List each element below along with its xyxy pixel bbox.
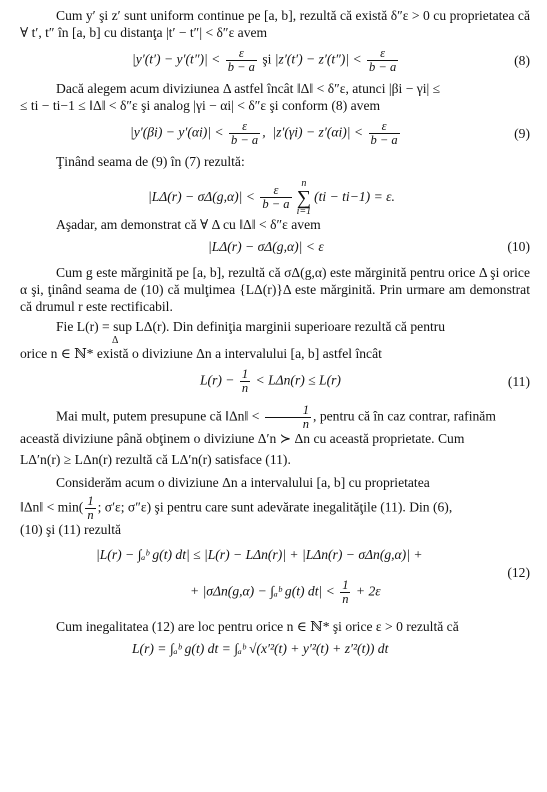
- paragraph-consider: Considerăm acum o diviziune Δn a intervalului [a, b] cu proprietatea: [56, 474, 430, 490]
- fraction: $\frac{\varepsilon}{b - a}$: [370, 119, 398, 148]
- eq10-expr: |LΔ(r) − σΔ(g,α)| < ε: [208, 239, 324, 255]
- paragraph-uniform-continuity: Cum y′ şi z′ sunt uniform continue pe [a, b], rezultă că există δ″ε > 0 cu proprietatea că ∀ t′, t″ în [a, b] cu distanţa |t′ − t″| < δ″ε avem: [20, 8, 530, 40]
- eq-final-expr: L(r) = ∫ₐᵇ g(t) dt = ∫ₐᵇ √(x′²(t) + y′²(t) + z′²(t)) dt: [132, 641, 389, 657]
- eq-sum-left: |LΔ(r) − σΔ(g,α)| <: [148, 189, 259, 205]
- paragraph-division-cont: ≤ ti − ti−1 ≤ ‖Δ‖ < δ″ε şi analog |γi − αi| < δ″ε şi conform (8) avem: [20, 97, 381, 113]
- eq11-left: L(r) −: [200, 372, 238, 388]
- eq8-left: |y′(t′) − y′(t″)| <: [132, 51, 224, 67]
- equation-number-9: (9): [514, 126, 530, 142]
- paragraph-sup-cont: orice n ∈ ℕ* există o diviziune Δn a intervalului [a, b] astfel încât: [20, 345, 382, 361]
- eq-sum-right: (ti − ti−1) = ε.: [314, 189, 395, 205]
- fraction: $\frac{1}{n}$: [241, 367, 249, 396]
- eq9-left: |y′(βi) − y′(αi)| <: [130, 124, 227, 140]
- eq9-right: |z′(γi) − z′(αi)| <: [272, 124, 367, 140]
- fraction: $\frac{\varepsilon}{b - a}$: [262, 183, 290, 212]
- fraction: $\frac{1}{n}$: [342, 577, 349, 606]
- equation-number-12: (12): [507, 564, 530, 580]
- eq12-line2: + |σΔn(g,α) − ∫ₐᵇ g(t) dt| <: [190, 583, 339, 599]
- paragraph-demonstrated: Aşadar, am demonstrat că ∀ Δ cu ‖Δ‖ < δ″ε avem: [56, 216, 321, 232]
- paragraph-consider-cont2: (10) şi (11) rezultă: [20, 522, 122, 538]
- equation-9: |y′(βi) − y′(αi)| < $\frac{\varepsilon}{b - a}$ , |z′(γi) − z′(αi)| < $\frac{\varepsilon}{b - a}$ (9): [130, 119, 530, 148]
- sum-symbol: n ∑ i=1: [296, 177, 312, 217]
- paragraph-division: Dacă alegem acum diviziunea Δ astfel încât ‖Δ‖ < δ″ε, atunci |βi − γi| ≤: [56, 81, 441, 97]
- sup-subscript: Δ: [112, 334, 119, 346]
- paragraph-conclusion: Cum inegalitatea (12) are loc pentru orice n ∈ ℕ* şi orice ε > 0 rezultă că: [56, 618, 459, 634]
- eq11-right: < LΔn(r) ≤ L(r): [252, 372, 341, 388]
- paragraph-sup: Fie L(r) = sup LΔ(r). Din definiţia marginii superioare rezultă că pentru: [56, 319, 446, 335]
- eq12-line1: |L(r) − ∫ₐᵇ g(t) dt| ≤ |L(r) − LΔn(r)| + |LΔn(r) − σΔn(g,α)| +: [96, 546, 423, 562]
- fraction: $\frac{\varepsilon}{b - a}$: [369, 46, 397, 75]
- paragraph-bounded: Cum g este mărginită pe [a, b], rezultă că σΔ(g,α) este mărginită pentru orice Δ şi orice α şi, ţinând seama de (10) că mulţimea {LΔ(r)}Δ este mărginită. Prin urmare am demonstrat că drumul r este rectificabil.: [20, 265, 530, 314]
- equation-sum: [20, 175, 530, 217]
- paragraph-more-cont2: LΔ′n(r) ≥ LΔn(r) rezultă că LΔ′n(r) satisface (11).: [20, 451, 291, 467]
- page-content: [20, 6, 530, 667]
- paragraph-more-cont: această diviziune până obţinem o diviziune Δ′n ≻ Δn cu această proprietate. Cum: [20, 431, 465, 447]
- equation-8: [20, 45, 530, 77]
- eq12-line2b: + 2ε: [352, 583, 381, 599]
- fraction: $\frac{\varepsilon}{b - a}$: [227, 46, 255, 75]
- paragraph-from-9: Ţinând seama de (9) în (7) rezultă:: [56, 154, 245, 170]
- equation-final: [20, 639, 530, 663]
- equation-10: [20, 237, 530, 261]
- equation-12: [20, 543, 530, 613]
- equation-number-10: (10): [507, 239, 530, 255]
- paragraph-consider-cont: ‖Δn‖ < min( $\frac{1}{n}$ ; σ′ε; σ″ε) şi pentru care sunt adevărate inegalităţile (11). Din (6),: [20, 494, 453, 523]
- paragraph-more: Mai mult, putem presupune că ‖Δn‖ < $\frac{1}{n}$ , pentru că în caz contrar, rafinăm: [56, 403, 496, 432]
- equation-number-11: (11): [507, 374, 530, 390]
- eq8-mid: şi: [258, 51, 275, 67]
- eq8-right: |z′(t′) − z′(t″)| <: [274, 51, 366, 67]
- equation-number-8: (8): [514, 53, 530, 69]
- equation-11: [20, 366, 530, 398]
- fraction: $\frac{\varepsilon}{b - a}$: [231, 119, 259, 148]
